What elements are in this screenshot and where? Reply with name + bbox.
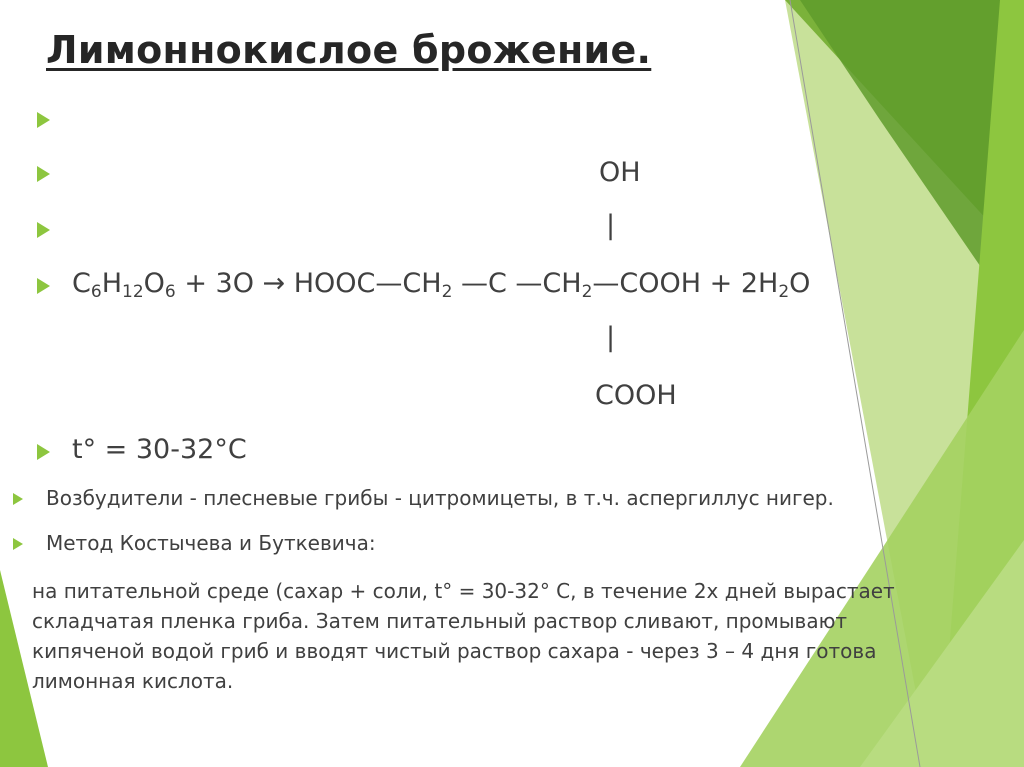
bullet-icon — [37, 222, 50, 238]
formula-cooh-bottom: COOH — [595, 380, 677, 411]
slide-title: Лимоннокислое брожение. — [46, 28, 652, 72]
bullet-icon — [37, 278, 50, 294]
bullet-icon — [37, 166, 50, 182]
bullet-icon — [13, 493, 23, 505]
bullet-icon — [37, 112, 50, 128]
formula-bond-bottom: | — [606, 322, 616, 353]
description-paragraph: на питательной среде (сахар + соли, t° = 30-32° С, в течение 2х дней вырастает складчатая пленка гриба. Затем питательный раствор сливают, промывают кипяченой водой гриб и вводят чистый раствор сахара - через 3 – 4 дня готова лимонная кислота. — [32, 579, 895, 693]
temperature-text: t° = 30-32°C — [72, 434, 247, 465]
formula-equation: $C_6H_{12}O_6 + 3O$ → $HOOC—CH_2$ —C $—CH_2—COOH + 2H_2O$ — [72, 268, 811, 302]
formula-oh-top: OH — [599, 157, 641, 188]
formula-bond-top: | — [606, 210, 616, 241]
agents-text: Возбудители - плесневые грибы - цитромицеты, в т.ч. аспергиллус нигер. — [46, 486, 834, 510]
bullet-icon — [37, 444, 50, 460]
method-text: Метод Костычева и Буткевича: — [46, 531, 376, 555]
bullet-icon — [13, 538, 23, 550]
